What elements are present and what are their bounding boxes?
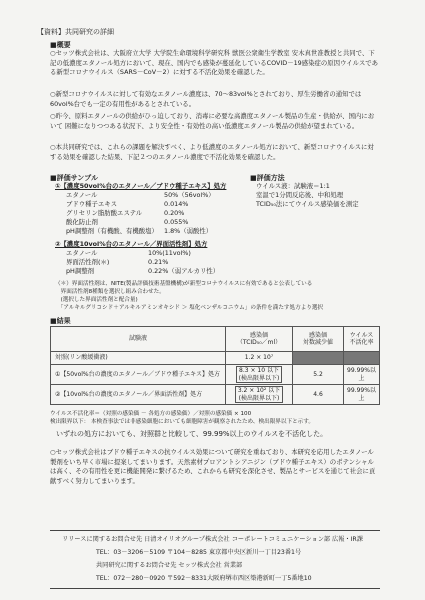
outline-heading: ■概要 — [50, 41, 71, 49]
closing-para: ○セッツ株式会社はブドウ種子エキスの抗ウイルス効果について研究を重ねており、本研究を応用したエタノール製剤をいち早く市場に提案してまいります。天然素材プロアントシアニジン（ブドウ種子エキス）のポテンシャルは高く、その有用性を更に機能開発に繋げるため、これからも研究を深化させ、製品とサービスを通じて社会に貢献すべく努力してまいります。 — [50, 448, 376, 485]
sample-1-ingredient: ブドウ種子エキス — [66, 200, 117, 208]
sample-1-amount: 1.8%（弱酸性） — [164, 227, 213, 235]
sample-note: (選択した界面活性剤と配合量) — [55, 297, 138, 304]
sample-notes — [55, 280, 385, 312]
formula-notes — [50, 410, 314, 426]
table-row — [51, 365, 380, 385]
sample-1-amount: 50%（56vol%） — [164, 191, 215, 199]
outline-para-1: ○セッツ株式会社は、大阪府立大学 大学院生命環境科学研究科 獣医公衆衛生学教室 安木真世准教授と共同で、下記の低濃度エタノール処方において、現在、国内でも感染が蔓延化しているCOVID－19感染症の原因ウイルスである新型コロナウイルス（SARS－CoV－2）に対する不活化効果を確認した。 — [50, 49, 379, 77]
results-heading: ■結果 — [50, 317, 71, 325]
row-inactivation: 99.99%以上 — [344, 365, 380, 385]
row-sample: ①【50vol%台の濃度のエタノール／ブドウ種子エキス】処方 — [51, 365, 226, 385]
sample-2-ingredient: 界面活性剤(＊) — [66, 258, 110, 266]
header-inactivation: ウイルス 不活化率 — [344, 327, 380, 352]
row-inactivation: 99.99%以上 — [344, 385, 380, 405]
row-titer: 8.3 × 10 以下 (検出限界以下) — [236, 366, 283, 382]
sample-1-ingredient: pH調整剤（有機酸、有機酸塩） — [66, 227, 158, 235]
sample-note: （＊）界面活性剤は、NITE(製品評価技術基盤機構)が新型コロナウイルスに有効であると公表している — [55, 281, 313, 287]
conclusion: いずれの処方においても、対照群と比較して、99.99%以上のウイルスを不活化した。 — [56, 430, 328, 438]
sample-1-ingredient: エタノール — [66, 191, 98, 199]
outline-para-3: ○昨今、原料エタノールの供給がひっ迫しており、消毒に必要な高濃度エタノール製品の生産・供給が、国内において 困難になりつつある状況下、より安全性・有効性の高い低濃度エタノール製品の供給が望まれている。 — [50, 112, 375, 130]
row-titer-cell — [226, 365, 293, 385]
formula-line: 検出限界以下： 本検査事法では非感染細胞においても細胞障害が観察されたため、検出限界以下と示す。 — [50, 419, 315, 426]
header-titer: 感染価 （TCID₅₀／ml） — [226, 327, 293, 352]
row-log-reduction: 4.6 — [293, 385, 344, 405]
row-log-reduction: 5.2 — [293, 365, 344, 385]
row-titer: 3.2 × 10² 以下 (検出限界以下) — [235, 386, 283, 402]
row-inactivation — [344, 352, 380, 365]
sample-2-amount: 10%(11vol%) — [148, 249, 191, 257]
sample-1-amount: 0.055% — [164, 218, 189, 226]
sample-2-amount: 0.22%（弱アルカリ性） — [148, 267, 220, 275]
doc-title: 【資料】共同研究の詳細 — [37, 28, 114, 36]
sample-2-ingredient: pH調整剤 — [66, 267, 95, 275]
row-log-reduction — [293, 352, 344, 365]
sample-note: 界面活性剤8種類を選択し組み合わせた。 — [55, 289, 165, 296]
row-titer-cell — [226, 385, 293, 405]
sample-2-ingredient: エタノール — [66, 249, 98, 257]
outline-para-4: ○本共同研究では、これらの課題を解決すべく、より低濃度のエタノール処方において、新型コロナウイルスに対する効果を確認した結果、下記２つのエタノール濃度で不活化効果を確認した。 — [50, 143, 374, 161]
footer-contact-2: 共同研究に関するお問合せ先 セッツ株式会社 営業部 — [96, 562, 243, 569]
footer-rule-top — [50, 530, 380, 531]
sample-2-amount: 0.21% — [148, 258, 169, 266]
formula-line: ウイルス不活化率＝（対照の感染価 － 各処方の感染価）／対照の感染価 × 100 — [50, 411, 252, 417]
header-log-reduction: 感染価 対数減少値 — [293, 327, 344, 352]
results-table — [50, 326, 380, 405]
table-row — [51, 352, 380, 365]
sample-1-ingredient: グリセリン脂肪酸エステル — [66, 209, 143, 217]
row-titer: 1.2 × 10⁷ — [226, 352, 293, 365]
sample-1-amount: 0.014% — [164, 200, 189, 208]
method-heading: ■評価方法 — [250, 174, 285, 182]
samples-heading: ■評価サンプル — [50, 174, 98, 182]
sample-1-amount: 0.20% — [164, 209, 185, 217]
method-line: 室温で1分間反応後、中和処理 — [256, 191, 344, 199]
footer-rule-bottom — [50, 588, 380, 589]
outline-para-2: ○新型コロナウイルスに対して有効なエタノール濃度は、70～83vol%とされており、厚生労働省の通知では 60vol%台でも一定の有用性があるとされている。 — [50, 90, 362, 108]
footer-contact-2-detail: TEL：072－280－0920 〒592－8331大阪府堺市西区築港新町一丁5番地10 — [96, 575, 312, 582]
sample-1-ingredient: 酸化防止剤 — [66, 218, 98, 226]
sample-note: 「アルキルグリコシド＋アルキルアミンオキシド ＞ 塩化ベンザルコニウム」の条件を満たす処方より選択 — [55, 305, 324, 312]
row-sample: ②【10vol%台の濃度のエタノール／界面活性剤】処方 — [51, 385, 226, 405]
method-line: ウイルス液：試験液＝1:1 — [256, 182, 330, 190]
table-header-row — [51, 327, 380, 352]
footer-contact-1: リリースに関するお問合せ先 日清オイリオグループ株式会社 コーポレートコミュニケーション部 広報・IR課 — [62, 536, 363, 543]
sample-1-title: ①【濃度50vol%台のエタノール／ブドウ種子エキス】処方 — [55, 182, 227, 190]
row-sample: 対照(リン酸緩衝液) — [51, 352, 226, 365]
footer-contact-1-detail: TEL：03－3206－5109 〒104－8285 東京都中央区新川一丁目23番1号 — [96, 549, 302, 556]
table-row — [51, 385, 380, 405]
method-line: TCID₅₀法にてウイルス感染価を測定 — [256, 200, 359, 208]
header-sample: 試験液 — [51, 327, 226, 352]
sample-2-title: ②【濃度10vol%台のエタノール／界面活性剤】処方 — [55, 240, 208, 248]
